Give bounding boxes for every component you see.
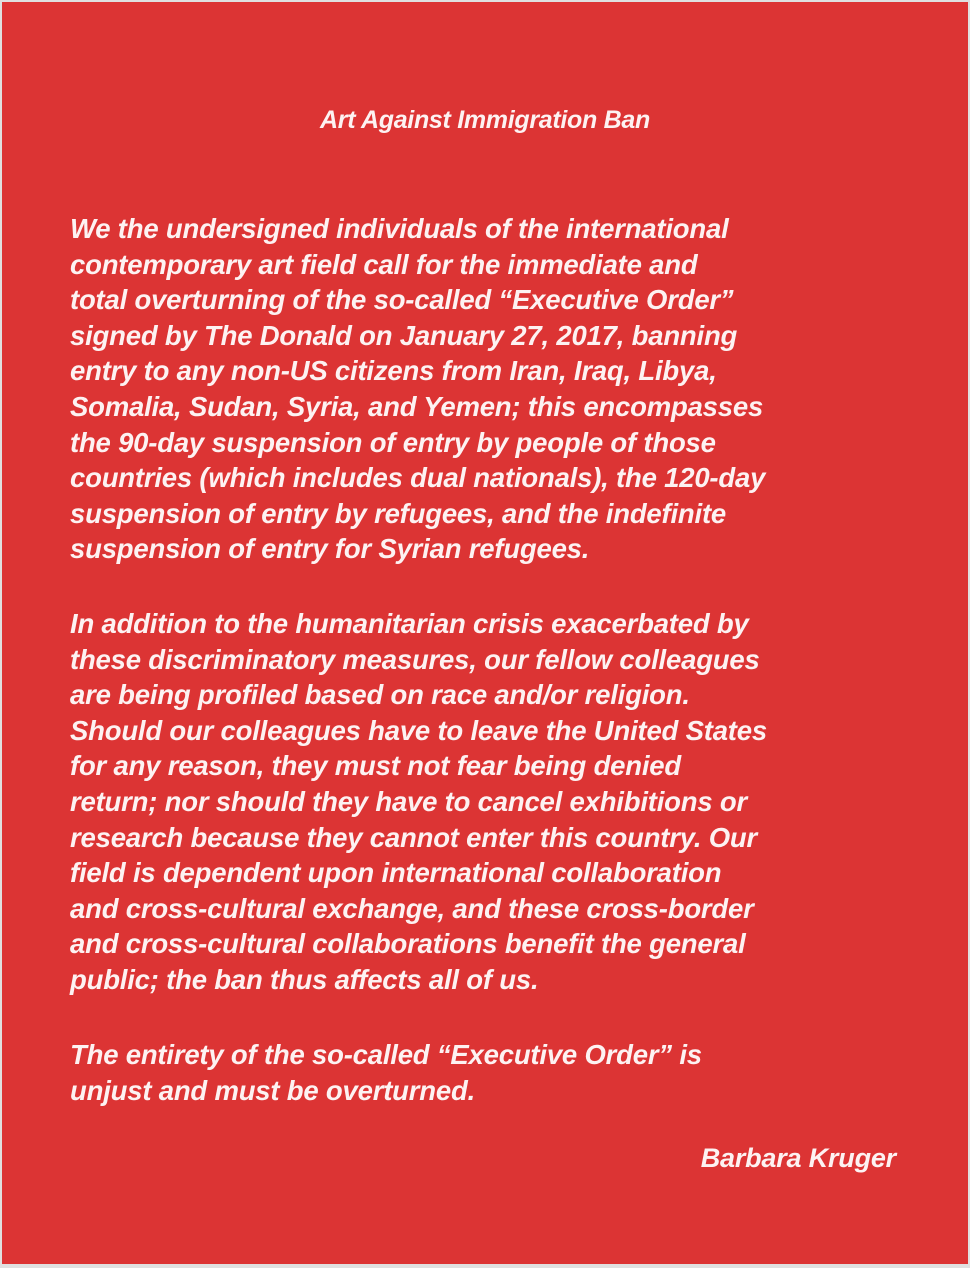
document-title: Art Against Immigration Ban [320, 106, 650, 134]
document-page [2, 2, 968, 1264]
text-line: suspension of entry by refugees, and the indefinite [70, 497, 727, 529]
text-line: entry to any non-US citizens from Iran, Iraq, Libya, [70, 355, 717, 387]
text-line: and cross-cultural exchange, and these cross-border [70, 892, 754, 924]
text-line: We the undersigned individuals of the international [70, 213, 729, 244]
text-line: unjust and must be overturned. [70, 1074, 476, 1106]
signature: Barbara Kruger [700, 1143, 896, 1173]
text-line: research because they cannot enter this country. Our [70, 821, 757, 853]
text-line: contemporary art field call for the immediate and [70, 248, 698, 280]
paragraph-humanitarian-concerns [70, 606, 930, 998]
text-line: Somalia, Sudan, Syria, and Yemen; this encompasses [70, 390, 764, 422]
text-line: The entirety of the so-called “Executive Order” is [70, 1039, 702, 1070]
text-line: countries (which includes dual nationals), the 120-day [70, 462, 766, 494]
text-line: these discriminatory measures, our fellow colleagues [70, 643, 760, 675]
text-line: public; the ban thus affects all of us. [70, 963, 539, 995]
paragraph-conclusion [70, 1037, 930, 1108]
text-line: return; nor should they have to cancel exhibitions or [70, 785, 748, 817]
text-line: In addition to the humanitarian crisis exacerbated by [70, 608, 749, 639]
text-line: and cross-cultural collaborations benefit the general [70, 928, 746, 960]
text-line: Should our colleagues have to leave the United States [70, 714, 767, 746]
text-line: suspension of entry for Syrian refugees. [70, 533, 590, 565]
text-line: total overturning of the so-called “Executive Order” [70, 284, 734, 316]
text-line: for any reason, they must not fear being denied [70, 750, 681, 782]
text-line: the 90-day suspension of entry by people of those [70, 426, 716, 458]
paragraph-petition-statement [70, 211, 930, 567]
text-line: signed by The Donald on January 27, 2017, banning [70, 319, 738, 351]
text-line: field is dependent upon international collaboration [70, 857, 722, 889]
text-line: are being profiled based on race and/or religion. [70, 679, 690, 711]
